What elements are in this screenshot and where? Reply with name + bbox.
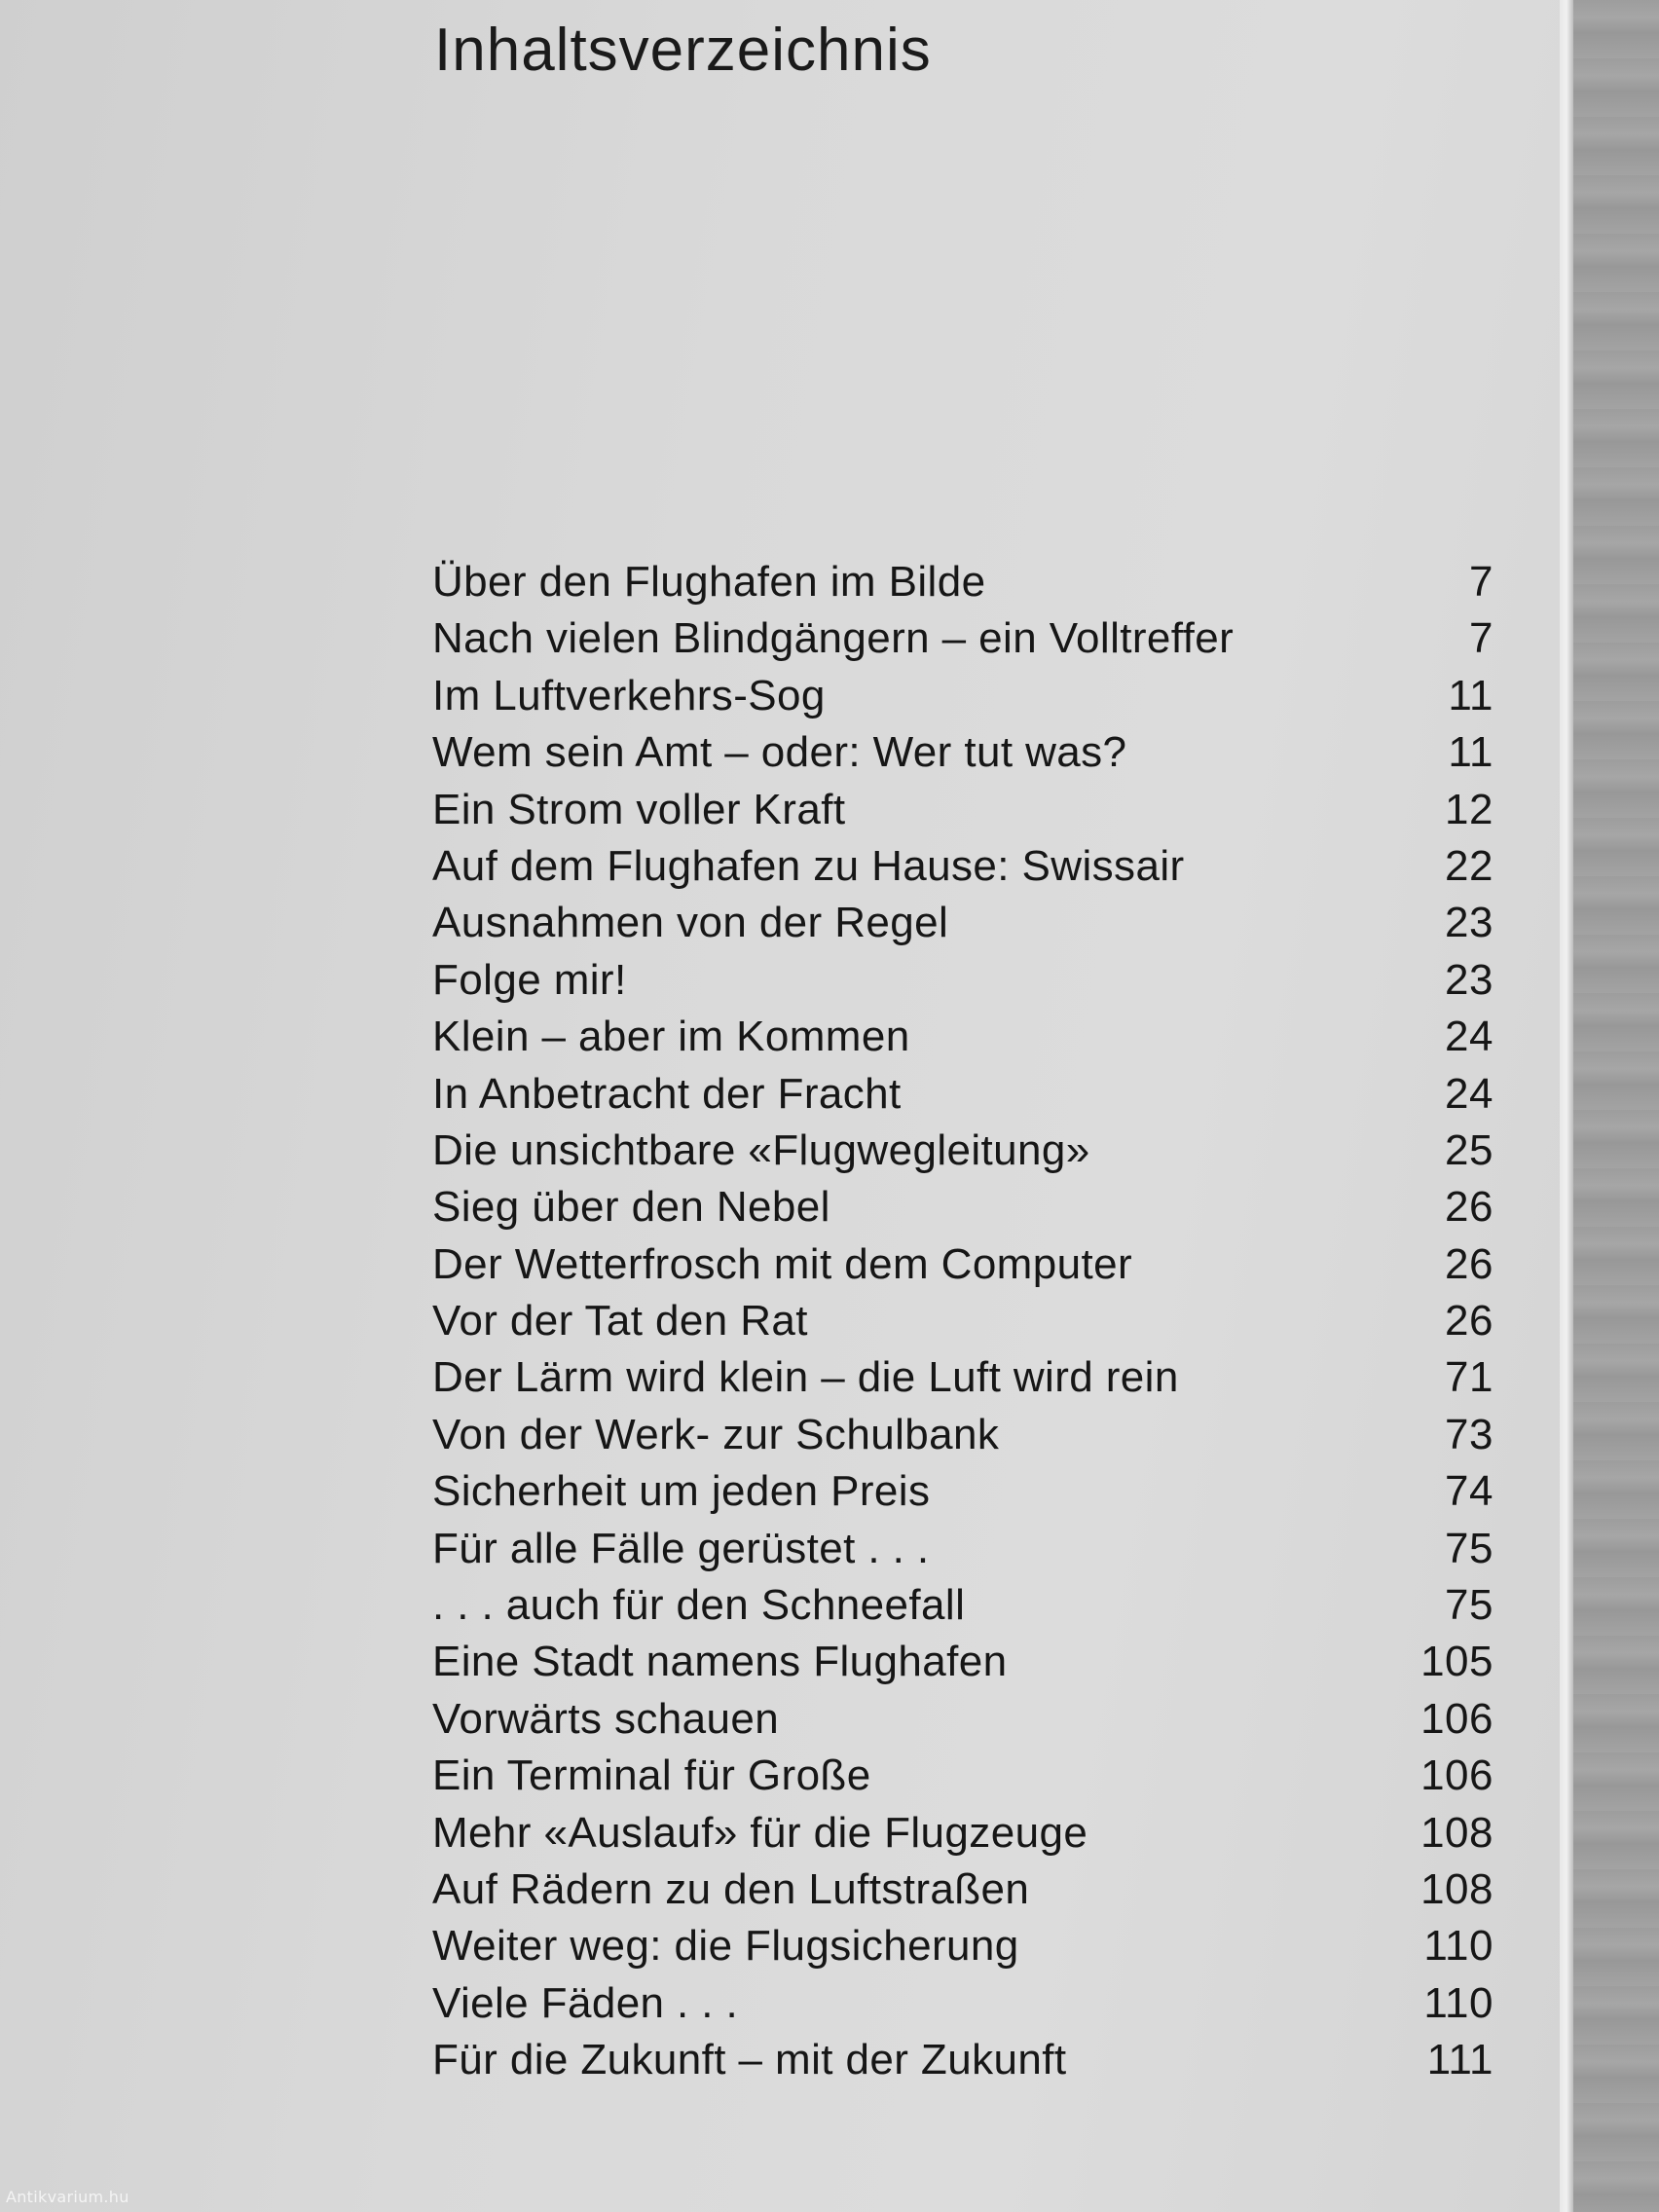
toc-entry	[432, 1865, 1493, 1922]
toc-entry	[432, 1183, 1493, 1239]
toc-entry	[432, 899, 1493, 955]
toc-entry-title: Sicherheit um jeden Preis	[432, 1467, 931, 1516]
toc-entry-title: Der Wetterfrosch mit dem Computer	[432, 1239, 1133, 1288]
toc-entry-page-number: 75	[1445, 1581, 1493, 1630]
toc-entry-page-number: 26	[1445, 1183, 1493, 1232]
toc-entry-title: Für alle Fälle gerüstet . . .	[432, 1524, 930, 1572]
toc-entry-page-number: 26	[1445, 1239, 1493, 1288]
toc-entry	[432, 1922, 1493, 1978]
toc-entry-title: Nach vielen Blindgängern – ein Volltreffer	[432, 614, 1235, 663]
toc-entry-page-number: 106	[1420, 1751, 1493, 1800]
toc-entry-page-number: 75	[1445, 1524, 1493, 1572]
toc-entry-page-number: 25	[1445, 1125, 1493, 1174]
toc-entry-page-number: 106	[1420, 1694, 1493, 1743]
toc-entry	[432, 614, 1493, 671]
toc-entry	[432, 1695, 1493, 1751]
toc-entry	[432, 1297, 1493, 1353]
toc-entry	[432, 1638, 1493, 1694]
toc-entry-title: Vor der Tat den Rat	[432, 1297, 808, 1346]
toc-entry-page-number: 22	[1445, 841, 1493, 890]
toc-entry-title: Weiter weg: die Flugsicherung	[432, 1922, 1019, 1971]
toc-entry-title: Ein Terminal für Große	[432, 1751, 871, 1800]
toc-entry	[432, 1581, 1493, 1638]
toc-entry-title: Viele Fäden . . .	[432, 1978, 739, 2027]
toc-entry-title: Von der Werk- zur Schulbank	[432, 1410, 1000, 1458]
toc-entry-page-number: 12	[1445, 785, 1493, 833]
toc-entry-page-number: 71	[1445, 1353, 1493, 1402]
toc-entry-page-number: 23	[1445, 955, 1493, 1004]
toc-entry	[432, 1809, 1493, 1865]
toc-entry	[432, 842, 1493, 899]
toc-entry-page-number: 110	[1423, 1922, 1493, 1971]
toc-entry-page-number: 108	[1420, 1808, 1493, 1857]
page-edge	[1560, 0, 1573, 2212]
toc-entry-page-number: 11	[1448, 671, 1493, 719]
toc-entry	[432, 672, 1493, 728]
toc-entry-page-number: 7	[1469, 558, 1493, 606]
watermark: Antikvarium.hu	[6, 2188, 129, 2206]
toc-entry-page-number: 110	[1423, 1978, 1493, 2027]
toc-entry-title: In Anbetracht der Fracht	[432, 1069, 902, 1118]
toc-entry-title: . . . auch für den Schneefall	[432, 1581, 966, 1630]
toc-entry-title: Eine Stadt namens Flughafen	[432, 1638, 1008, 1686]
toc-entry	[432, 1525, 1493, 1581]
toc-entry	[432, 956, 1493, 1013]
toc-entry-page-number: 111	[1426, 2036, 1493, 2084]
toc-entry-title: Für die Zukunft – mit der Zukunft	[432, 2036, 1067, 2084]
toc-entry-page-number: 7	[1469, 614, 1493, 663]
toc-entry	[432, 1751, 1493, 1808]
toc-entry	[432, 728, 1493, 785]
toc-entry-title: Klein – aber im Kommen	[432, 1013, 910, 1061]
toc-entry-title: Im Luftverkehrs-Sog	[432, 671, 826, 719]
toc-entry-title: Ein Strom voller Kraft	[432, 785, 846, 833]
toc-entry	[432, 1467, 1493, 1524]
toc-entry-title: Auf dem Flughafen zu Hause: Swissair	[432, 841, 1185, 890]
toc-entry-title: Ausnahmen von der Regel	[432, 899, 949, 947]
toc-entry	[432, 1411, 1493, 1467]
toc-entry	[432, 1126, 1493, 1183]
toc-entry	[432, 1979, 1493, 2036]
toc-entry-title: Folge mir!	[432, 955, 627, 1004]
toc-entry	[432, 786, 1493, 842]
toc-entry-page-number: 11	[1448, 728, 1493, 777]
toc-entry-title: Über den Flughafen im Bilde	[432, 558, 986, 606]
toc-entry-page-number: 24	[1445, 1013, 1493, 1061]
toc-entry	[432, 1353, 1493, 1410]
toc-entry-title: Vorwärts schauen	[432, 1694, 780, 1743]
toc-entry	[432, 1013, 1493, 1069]
page-title: Inhaltsverzeichnis	[434, 17, 932, 84]
toc-entry-page-number: 26	[1445, 1297, 1493, 1346]
toc-entry-page-number: 24	[1445, 1069, 1493, 1118]
background-surface	[1573, 0, 1659, 2212]
table-of-contents	[432, 558, 1493, 2093]
toc-entry-page-number: 23	[1445, 899, 1493, 947]
toc-entry-title: Sieg über den Nebel	[432, 1183, 830, 1232]
toc-entry-page-number: 73	[1445, 1410, 1493, 1458]
toc-entry	[432, 558, 1493, 614]
toc-entry-title: Wem sein Amt – oder: Wer tut was?	[432, 728, 1127, 777]
toc-entry	[432, 2036, 1493, 2092]
toc-entry-page-number: 105	[1420, 1638, 1493, 1686]
toc-entry-title: Mehr «Auslauf» für die Flugzeuge	[432, 1808, 1088, 1857]
toc-entry	[432, 1240, 1493, 1297]
toc-entry-page-number: 108	[1420, 1864, 1493, 1913]
toc-entry-page-number: 74	[1445, 1467, 1493, 1516]
toc-entry	[432, 1070, 1493, 1126]
toc-entry-title: Auf Rädern zu den Luftstraßen	[432, 1864, 1030, 1913]
toc-entry-title: Der Lärm wird klein – die Luft wird rein	[432, 1353, 1179, 1402]
toc-entry-title: Die unsichtbare «Flugwegleitung»	[432, 1125, 1090, 1174]
